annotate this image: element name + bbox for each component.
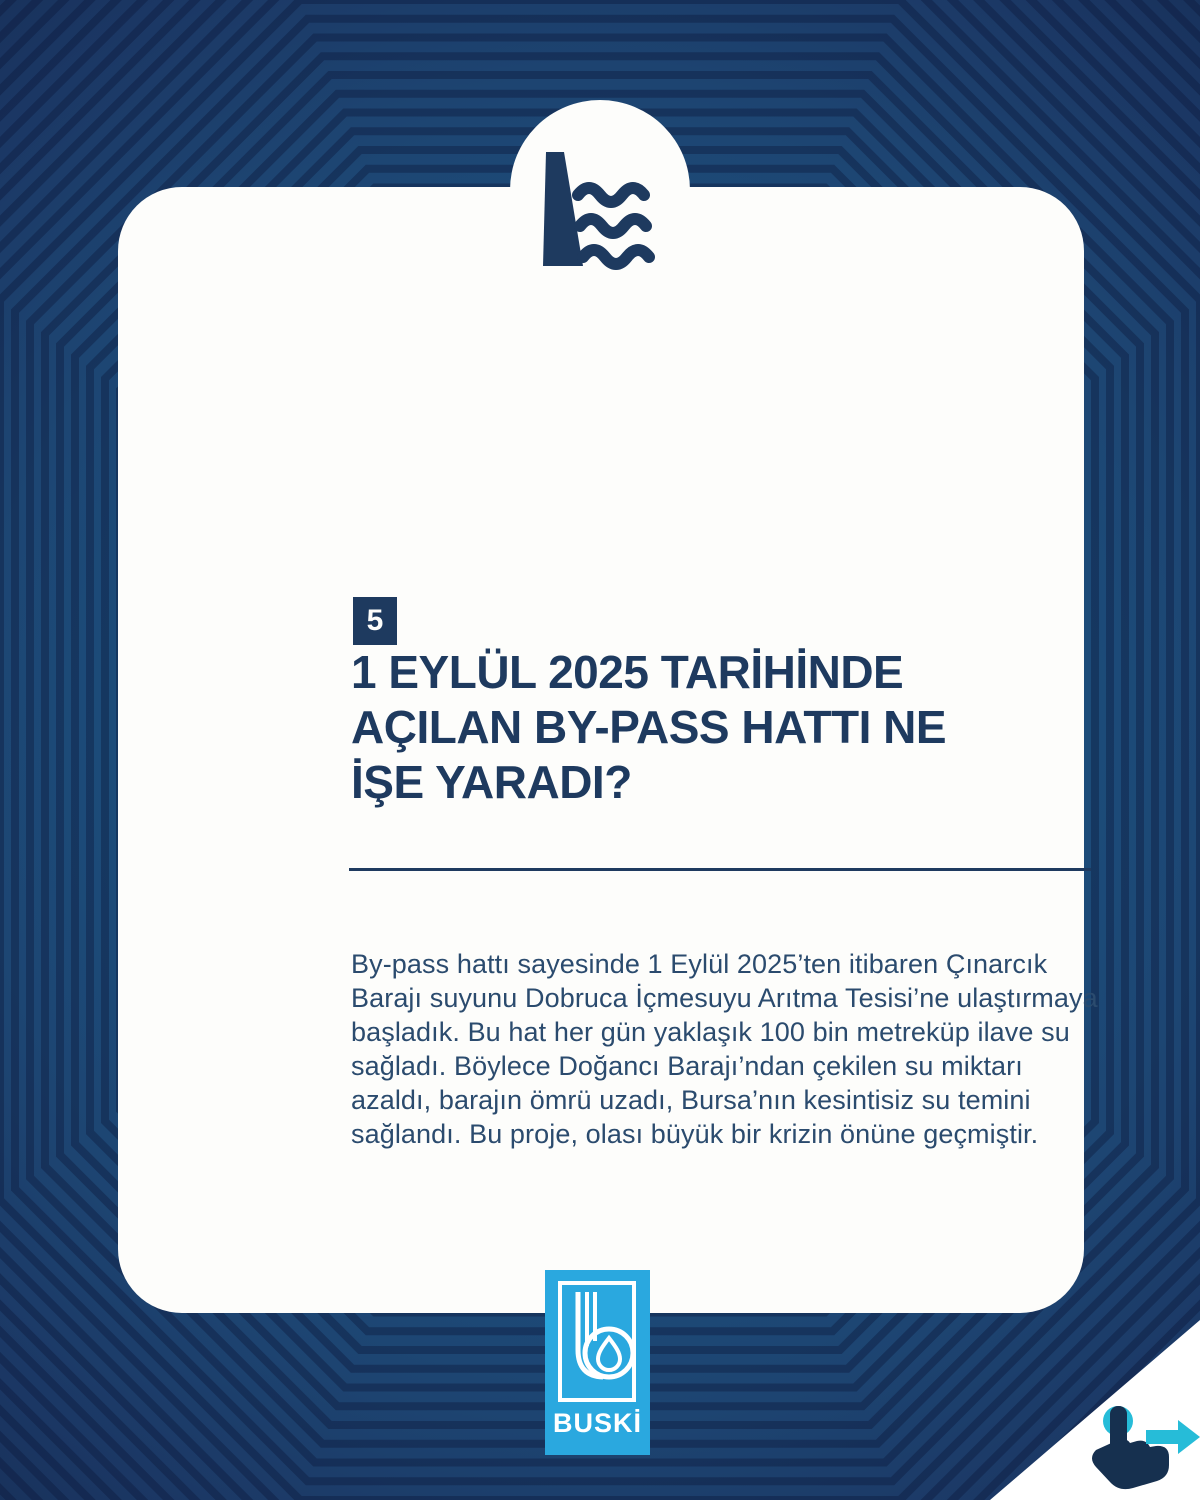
buski-logo-text: BUSKİ	[552, 1408, 642, 1438]
buski-logo	[545, 1270, 650, 1455]
corner-triangle	[990, 1320, 1200, 1500]
title-line-2: AÇILAN BY-PASS HATTI NE	[351, 701, 947, 754]
question-title	[351, 645, 1111, 811]
title-divider	[349, 868, 1091, 871]
question-number: 5	[366, 604, 384, 637]
question-number-badge	[353, 597, 397, 645]
content-card	[118, 187, 1098, 1313]
title-line-1: 1 EYLÜL 2025 TARİHİNDE	[351, 646, 904, 698]
dam-icon	[530, 138, 670, 278]
title-line-3: İŞE YARADI?	[351, 756, 632, 809]
buski-logo-mark	[545, 1270, 650, 1425]
swipe-hint-corner[interactable]	[980, 1300, 1200, 1500]
answer-paragraph: By-pass hattı sayesinde 1 Eylül 2025’ten itibaren Çınarcık Barajı suyunu Dobruca İçmesuyu Arıtma Tesisi’ne ulaştırmaya başladık. Bu hat her gün yaklaşık 100 bin metreküp ilave su sağladı. Böylece Doğancı Barajı’ndan çekilen su miktarı azaldı, barajın ömrü uzadı, Bursa’nın kesintisiz su temini sağlandı. Bu proje, olası büyük bir krizin önüne geçmiştir.	[351, 949, 1098, 1150]
